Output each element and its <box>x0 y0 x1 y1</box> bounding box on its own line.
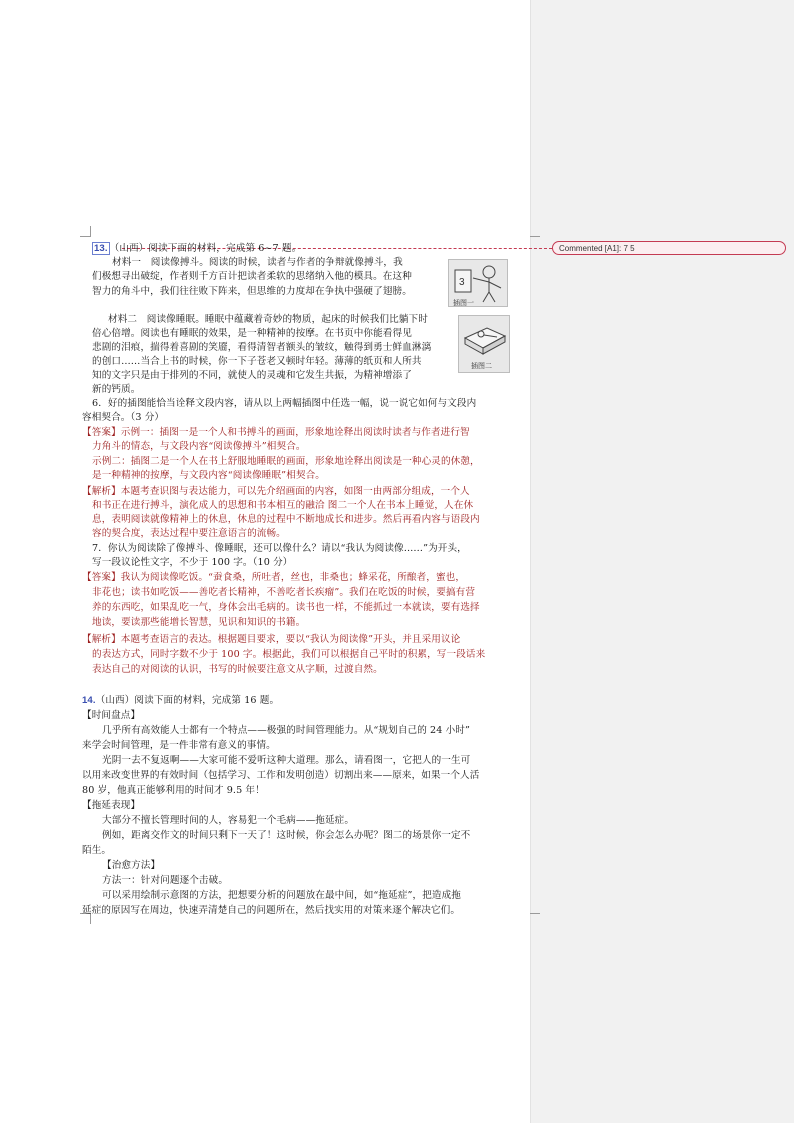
q7-explanation-line: 表达自己的对阅读的认识，书写的时候要注意文从字顺，过渡自然。 <box>92 664 383 675</box>
illustration-one-label: 插图一 <box>453 300 474 307</box>
section-procrastination-line: 大部分不擅长管理时间的人，容易犯一个毛病——拖延症。 <box>102 815 355 826</box>
comment-balloon[interactable] <box>552 241 786 255</box>
comment-label: Commented [A1]: 7 5 <box>559 244 635 253</box>
q6-prompt-line: 6．好的插图能恰当诠释文段内容，请从以上两幅插图中任选一幅，说一说它如何与文段内 <box>92 398 477 409</box>
q7-answer-line: 非花也；读书如吃饭——善吃者长精神，不善吃者长疾瘤”。我们在吃饭的时候，要搞有营 <box>92 587 476 598</box>
q6-answer-line: 力角斗的情态，与文段内容“阅读像搏斗”相契合。 <box>92 441 306 452</box>
q6-explanation-line: 【解析】本题考查识图与表达能力，可以先介绍画面的内容，如图一由两部分组成，一个人 <box>82 486 470 497</box>
q13-material2-line: 新的钙质。 <box>92 384 141 395</box>
section-title-cure: 【治愈方法】 <box>102 860 161 871</box>
crop-mark-bottom-right <box>530 913 540 924</box>
section-title-time: 【时间盘点】 <box>82 710 141 721</box>
q7-answer-line: 【答案】我认为阅读像吃饭。“蚕食桑，所吐者，丝也，非桑也；蜂采花，所酿者，蜜也， <box>82 572 466 583</box>
crop-mark-top-left <box>80 226 91 237</box>
q13-material2-line: 材料二 阅读像睡眠。睡眠中蕴藏着奇妙的物质，起床的时候我们比躺下时 <box>108 314 428 325</box>
q7-explanation-line: 【解析】本题考查语言的表达。根据题目要求，要以“我认为阅读像”开头，并且采用议论 <box>82 634 461 645</box>
q13-material1-line: 们极想寻出破绽，作者则千方百计把读者柔软的思绪纳入他的模具。在这种 <box>92 271 412 282</box>
q13-heading <box>92 241 301 256</box>
section-time-line: 以用来改变世界的有效时间（包括学习、工作和发明创造）切割出来——原来，如果一个人活 <box>82 770 480 781</box>
section-time-line: 来学会时间管理，是一件非常有意义的事情。 <box>82 740 276 751</box>
section-cure-line: 方法一：针对问题逐个击破。 <box>102 875 229 886</box>
q6-prompt-line: 容相契合。（3 分） <box>82 412 165 423</box>
q14-number: 14. <box>82 695 96 706</box>
section-procrastination-line: 例如，距离交作文的时间只剩下一天了！这时候，你会怎么办呢？图二的场景你一定不 <box>102 830 471 841</box>
illustration-two-label: 插图二 <box>471 363 492 370</box>
svg-text:3: 3 <box>459 277 465 288</box>
section-cure-line: 可以采用绘制示意图的方法，把想要分析的问题放在最中间，如“拖延症”，把造成拖 <box>102 890 461 901</box>
q13-number: 13. <box>94 243 108 254</box>
q6-answer-line: 【答案】示例一：插图一是一个人和书搏斗的画面，形象地诠释出阅读时读者与作者进行智 <box>82 427 470 438</box>
q7-answer-line: 地读，要读那些能增长智慧，见识和知识的书籍。 <box>92 617 306 628</box>
q6-answer-line: 是一种精神的按摩，与文段内容“阅读像睡眠”相契合。 <box>92 470 325 481</box>
comment-margin-pane <box>530 0 794 1123</box>
q13-material2-line: 悲剧的泪痕，揣得着喜剧的笑靥，看得清智者额头的皱纹，触得到勇士鲜血淋漓 <box>92 342 432 353</box>
section-time-line: 80 岁，他真正能够利用的时间才 9.5 年！ <box>82 785 265 796</box>
q7-prompt-line: 写一段议论性文字，不少于 100 字。（10 分） <box>92 557 293 568</box>
q13-material2-line: 倍心倍增。阅读也有睡眠的效果，是一种精神的按摩。在书页中你能看得见 <box>92 328 412 339</box>
q13-material2-line: 的创口……当合上书的时候，你一下子苍老又顿时年轻。薄薄的纸页和人所共 <box>92 356 422 367</box>
q6-explanation-line: 和书正在进行搏斗，演化成人的思想和书本相互的融洽 图二一个人在书本上睡觉，人在休 <box>92 500 474 511</box>
q14-intro: （山西）阅读下面的材料，完成第 16 题。 <box>95 695 280 706</box>
book-sleep-illustration-icon <box>459 316 509 360</box>
q6-answer-line: 示例二：插图二是一个人在书上舒服地睡眠的画面，形象地诠释出阅读是一种心灵的休憩， <box>92 456 480 467</box>
illustration-one <box>448 259 508 307</box>
section-procrastination-line: 陌生。 <box>82 845 112 856</box>
q7-answer-line: 养的东西吃，如果乱吃一气，身体会出毛病的。读书也一样，不能抓过一本就读，要有选择 <box>92 602 480 613</box>
section-title-procrastination: 【拖延表现】 <box>82 800 141 811</box>
q13-material1-line: 材料一 阅读像搏斗。阅读的时候，读者与作者的争辩就像搏斗，我 <box>112 257 403 268</box>
illustration-two <box>458 315 510 373</box>
q13-intro: （山西）阅读下面的材料，完成第 6~7 题。 <box>109 243 302 254</box>
q6-explanation-line: 息，表明阅读就像精神上的休息，休息的过程中不断地成长和进步。然后再看内容与语段内 <box>92 514 480 525</box>
crop-mark-top-right <box>530 226 540 237</box>
section-time-line: 几乎所有高效能人士都有一个特点——极强的时间管理能力。从“规划自己的 24 小时” <box>102 725 470 736</box>
q6-explanation-line: 容的契合度，表达过程中要注意语言的流畅。 <box>92 528 286 539</box>
q13-material2-line: 知的文字只是由于排列的不同，就使人的灵魂和它发生共振，为精神增添了 <box>92 370 412 381</box>
q14-heading <box>82 693 279 708</box>
section-cure-line: 延症的原因写在周边，快速弄清楚自己的问题所在，然后找实用的对策来逐个解决它们。 <box>82 905 461 916</box>
q7-prompt-line: 7．你认为阅读除了像搏斗、像睡眠，还可以像什么？请以“我认为阅读像……”为开头， <box>92 543 467 554</box>
q13-material1-line: 智力的角斗中，我们往往败下阵来，但思维的力度却在争执中强硬了翅膀。 <box>92 286 412 297</box>
q7-explanation-line: 的表达方式，同时字数不少于 100 字。根据此，我们可以根据自己平时的积累，写一段话来 <box>92 649 486 660</box>
section-time-line: 光阴一去不复返啊——大家可能不爱听这种大道理。那么，请看图一，它把人的一生可 <box>102 755 471 766</box>
